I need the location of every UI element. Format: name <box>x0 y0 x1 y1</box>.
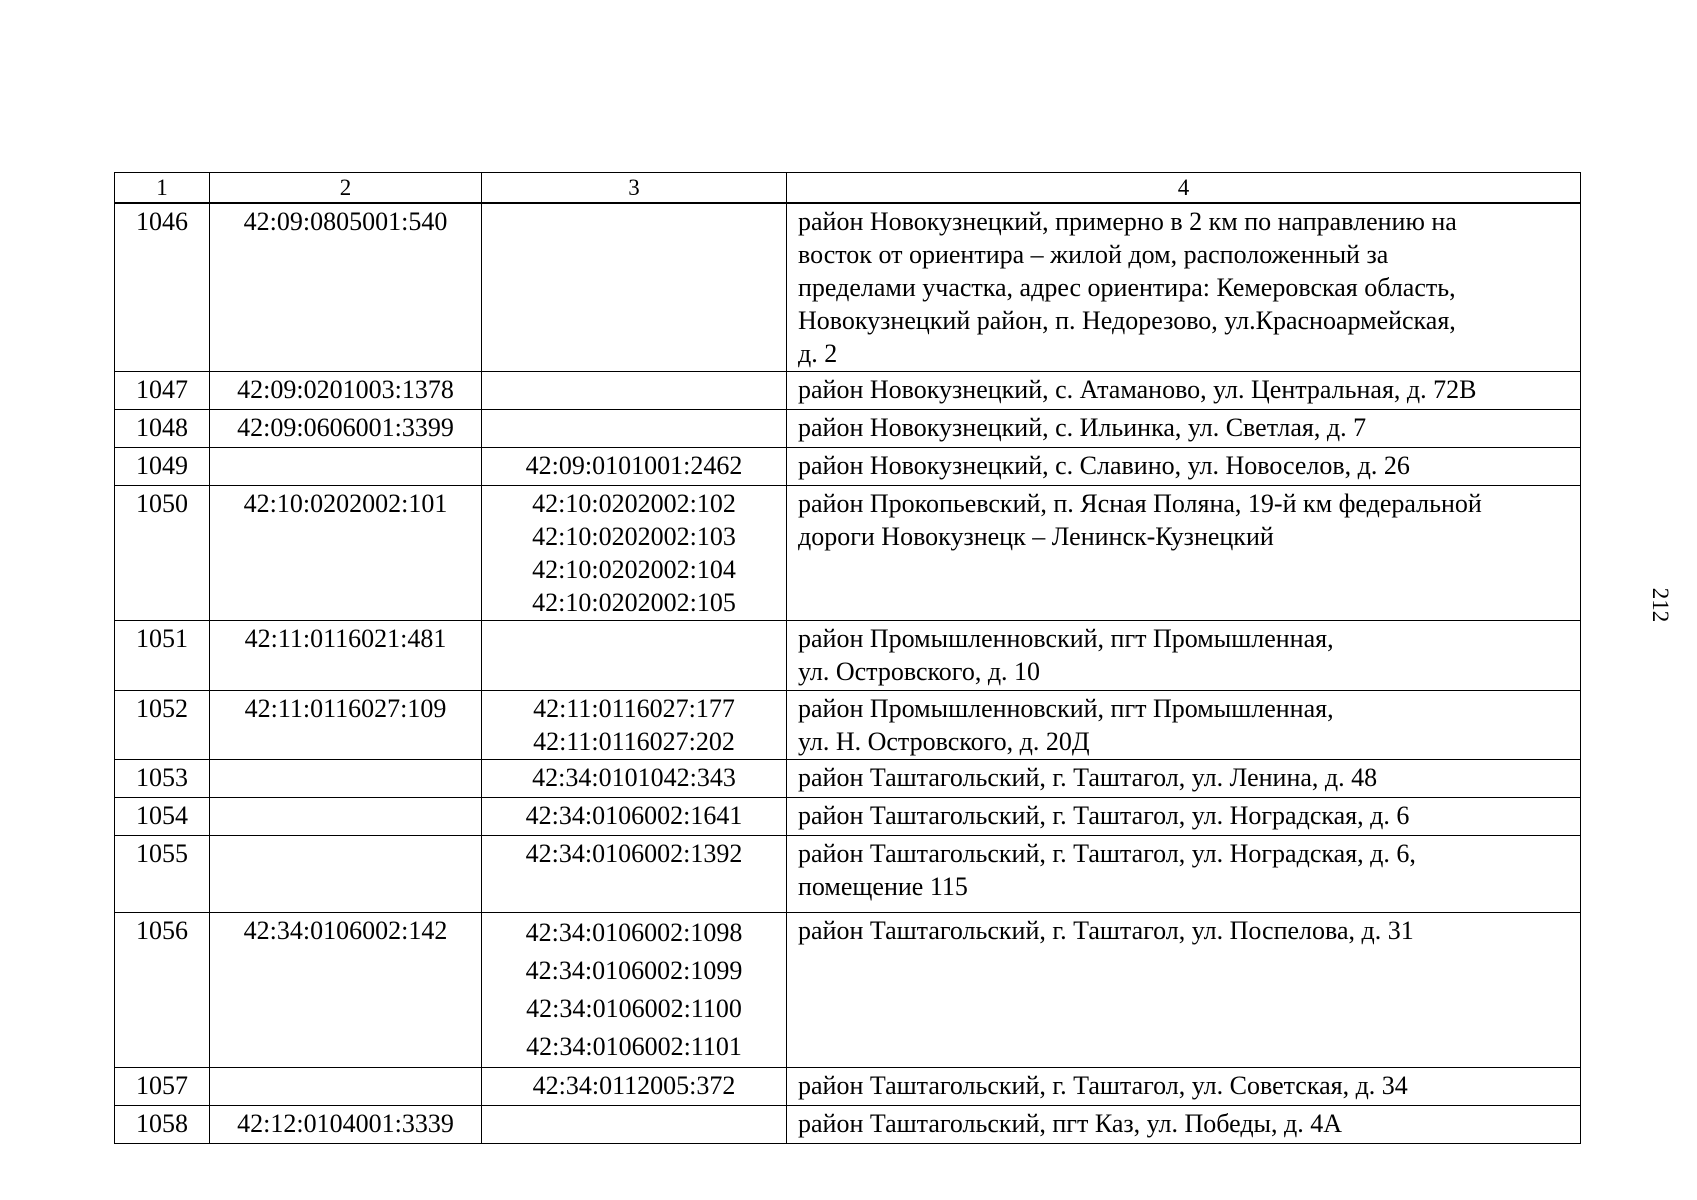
cadastral-number-cell <box>210 691 482 760</box>
cell-line: 42:34:0106002:1100 <box>526 994 742 1023</box>
row-number-cell <box>115 203 210 372</box>
cell-line: район Новокузнецкий, с. Атаманово, ул. Центральная, д. 72В <box>798 375 1477 404</box>
table-row <box>115 410 1581 448</box>
cell-line: район Промышленновский, пгт Промышленная, <box>798 624 1334 653</box>
cell-line: 42:34:0106002:1098 <box>525 918 743 947</box>
cell-line: д. 2 <box>798 339 838 368</box>
cadastral-number-cell <box>210 448 482 486</box>
cadastral-number-cell <box>210 410 482 448</box>
header-row <box>115 173 1581 204</box>
table-row <box>115 1068 1581 1106</box>
cadastral-number-cell <box>210 372 482 410</box>
table-row <box>115 372 1581 410</box>
cell-line: 1057 <box>136 1071 188 1100</box>
cell-line: район Промышленновский, пгт Промышленная, <box>798 694 1334 723</box>
cell-line: ул. Островского, д. 10 <box>798 657 1041 686</box>
cell-line: 42:34:0106002:1101 <box>526 1032 742 1061</box>
structure-numbers-cell <box>482 913 787 1068</box>
cell-line: район Прокопьевский, п. Ясная Поляна, 19-й км федеральной <box>798 489 1482 518</box>
cell-line: 42:34:0106002:1641 <box>525 801 743 830</box>
row-number-cell <box>115 372 210 410</box>
cell-line: 42:10:0202002:101 <box>243 489 448 518</box>
address-cell <box>787 1106 1581 1144</box>
cell-line: 42:09:0606001:3399 <box>237 413 454 442</box>
address-cell <box>787 836 1581 913</box>
address-cell <box>787 486 1581 621</box>
cell-line: 1050 <box>136 489 188 518</box>
cell-line: 1058 <box>136 1109 188 1138</box>
cell-line: 42:09:0101001:2462 <box>525 451 743 480</box>
cadastral-number-cell <box>210 798 482 836</box>
cadastral-number-cell <box>210 760 482 798</box>
cadastral-number-cell <box>210 913 482 1068</box>
cell-line: 42:11:0116027:202 <box>533 727 735 756</box>
cadastral-number-cell <box>210 1068 482 1106</box>
cell-line: 42:10:0202002:104 <box>532 555 736 584</box>
structure-numbers-cell <box>482 798 787 836</box>
row-number-cell <box>115 621 210 691</box>
structure-numbers-cell <box>482 691 787 760</box>
cell-line: 42:11:0116027:177 <box>533 694 735 723</box>
table-row <box>115 486 1581 621</box>
table-row <box>115 836 1581 913</box>
cell-line: 1047 <box>136 375 188 404</box>
table-row <box>115 448 1581 486</box>
page-number: 212 <box>1648 587 1673 623</box>
table-row <box>115 691 1581 760</box>
address-cell <box>787 410 1581 448</box>
cadastral-number-cell <box>210 203 482 372</box>
table-row <box>115 913 1581 1068</box>
row-number-cell <box>115 760 210 798</box>
structure-numbers-cell <box>482 486 787 621</box>
cell-line: 42:09:0805001:540 <box>243 207 448 236</box>
address-cell <box>787 203 1581 372</box>
cell-line: 42:34:0106002:142 <box>243 916 448 945</box>
structure-numbers-cell <box>482 203 787 372</box>
table-row <box>115 798 1581 836</box>
row-number-cell <box>115 1068 210 1106</box>
row-number-cell <box>115 913 210 1068</box>
cell-line: 42:34:0101042:343 <box>532 763 736 792</box>
cell-line: Новокузнецкий район, п. Недорезово, ул.Красноармейская, <box>798 306 1456 335</box>
cell-line: район Таштагольский, г. Таштагол, ул. Поспелова, д. 31 <box>798 916 1414 945</box>
cell-line: 1046 <box>136 207 188 236</box>
address-cell <box>787 913 1581 1068</box>
cell-line: район Новокузнецкий, с. Славино, ул. Новоселов, д. 26 <box>798 451 1410 480</box>
cadastral-number-cell <box>210 621 482 691</box>
cell-line: восток от ориентира – жилой дом, расположенный за <box>798 240 1389 269</box>
cell-line: 42:34:0106002:1392 <box>525 839 743 868</box>
structure-numbers-cell <box>482 621 787 691</box>
cell-line: пределами участка, адрес ориентира: Кемеровская область, <box>798 273 1456 302</box>
cell-line: 42:09:0201003:1378 <box>237 375 454 404</box>
cell-line: район Новокузнецкий, с. Ильинка, ул. Светлая, д. 7 <box>798 413 1367 442</box>
cadastral-number-cell <box>210 486 482 621</box>
cell-line: 42:34:0112005:372 <box>532 1071 736 1100</box>
structure-numbers-cell <box>482 1106 787 1144</box>
header-cell-4: 4 <box>787 173 1581 204</box>
row-number-cell <box>115 691 210 760</box>
cell-line: 42:12:0104001:3339 <box>237 1109 454 1138</box>
cadastral-number-cell <box>210 1106 482 1144</box>
address-cell <box>787 691 1581 760</box>
cell-line: 42:10:0202002:103 <box>532 522 736 551</box>
cell-line: помещение 115 <box>798 872 968 901</box>
address-cell <box>787 448 1581 486</box>
structure-numbers-cell <box>482 410 787 448</box>
cell-line: район Таштагольский, пгт Каз, ул. Победы, д. 4А <box>798 1109 1343 1138</box>
table-row <box>115 760 1581 798</box>
structure-numbers-cell <box>482 448 787 486</box>
cell-line: район Таштагольский, г. Таштагол, ул. Ноградская, д. 6 <box>798 801 1410 830</box>
header-cell-1: 1 <box>115 173 210 204</box>
table-row <box>115 1106 1581 1144</box>
table-row <box>115 621 1581 691</box>
row-number-cell <box>115 1106 210 1144</box>
row-number-cell <box>115 486 210 621</box>
structure-numbers-cell <box>482 760 787 798</box>
cell-line: 1049 <box>136 451 188 480</box>
cell-line: 1054 <box>136 801 188 830</box>
structure-numbers-cell <box>482 836 787 913</box>
cell-line: район Таштагольский, г. Таштагол, ул. Советская, д. 34 <box>798 1071 1408 1100</box>
address-cell <box>787 621 1581 691</box>
cell-line: 42:10:0202002:102 <box>532 489 736 518</box>
cell-line: 1053 <box>136 763 188 792</box>
cell-line: 1055 <box>136 839 188 868</box>
cell-line: 1048 <box>136 413 188 442</box>
cell-line: район Таштагольский, г. Таштагол, ул. Ноградская, д. 6, <box>798 839 1416 868</box>
header-cell-3: 3 <box>482 173 787 204</box>
row-number-cell <box>115 410 210 448</box>
structure-numbers-cell <box>482 372 787 410</box>
cell-line: ул. Н. Островского, д. 20Д <box>798 727 1090 756</box>
row-number-cell <box>115 448 210 486</box>
row-number-cell <box>115 798 210 836</box>
cell-line: 1051 <box>136 624 188 653</box>
cell-line: 42:10:0202002:105 <box>532 588 736 617</box>
register-table <box>114 172 1581 1144</box>
header-cell-2: 2 <box>210 173 482 204</box>
cell-line: 42:34:0106002:1099 <box>525 956 743 985</box>
cell-line: 42:11:0116027:109 <box>244 694 447 723</box>
table-body <box>115 203 1581 1144</box>
address-cell <box>787 760 1581 798</box>
cell-line: район Новокузнецкий, примерно в 2 км по направлению на <box>798 207 1457 236</box>
row-number-cell <box>115 836 210 913</box>
address-cell <box>787 372 1581 410</box>
cell-line: 1052 <box>136 694 188 723</box>
structure-numbers-cell <box>482 1068 787 1106</box>
address-cell <box>787 798 1581 836</box>
cadastral-number-cell <box>210 836 482 913</box>
cell-line: 42:11:0116021:481 <box>244 624 447 653</box>
cell-line: район Таштагольский, г. Таштагол, ул. Ленина, д. 48 <box>798 763 1378 792</box>
address-cell <box>787 1068 1581 1106</box>
cell-line: 1056 <box>136 916 188 945</box>
table-row <box>115 203 1581 372</box>
cell-line: дороги Новокузнецк – Ленинск-Кузнецкий <box>798 522 1274 551</box>
